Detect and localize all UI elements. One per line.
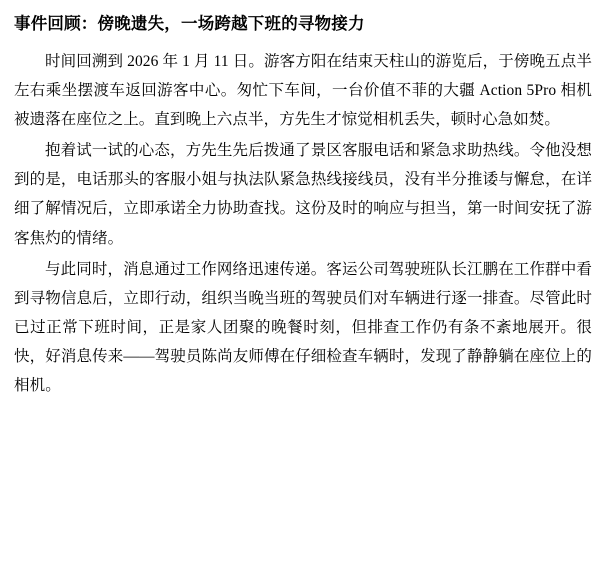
- paragraph: 时间回溯到 2026 年 1 月 11 日。游客方阳在结束天柱山的游览后，于傍晚五点半左右乘坐摆渡车返回游客中心。匆忙下车间，一台价值不菲的大疆 Action 5Pro 相机被遗落在座位之上。直到晚上六点半，方先生才惊觉相机丢失，顿时心急如焚。: [14, 52, 592, 128]
- page-title: 事件回顾：傍晚遗失，一场跨越下班的寻物接力: [14, 14, 365, 33]
- paragraph: 抱着试一试的心态，方先生先后拨通了景区客服电话和紧急求助热线。令他没想到的是，电话那头的客服小姐与执法队紧急热线接线员，没有半分推诿与懈怠，在详细了解情况后，立即承诺全力协助查找。这份及时的响应与担当，第一时间安抚了游客焦灼的情绪。: [14, 142, 592, 247]
- paragraph: 与此同时，消息通过工作网络迅速传递。客运公司驾驶班队长江鹏在工作群中看到寻物信息后，立即行动，组织当晚当班的驾驶员们对车辆进行逐一排查。尽管此时已过正常下班时间，正是家人团聚的晚餐时刻，但排查工作仍有条不紊地展开。很快，好消息传来——驾驶员陈尚友师傅在仔细检查车辆时，发现了静静躺在座位上的相机。: [14, 260, 592, 395]
- document-body: [14, 47, 592, 401]
